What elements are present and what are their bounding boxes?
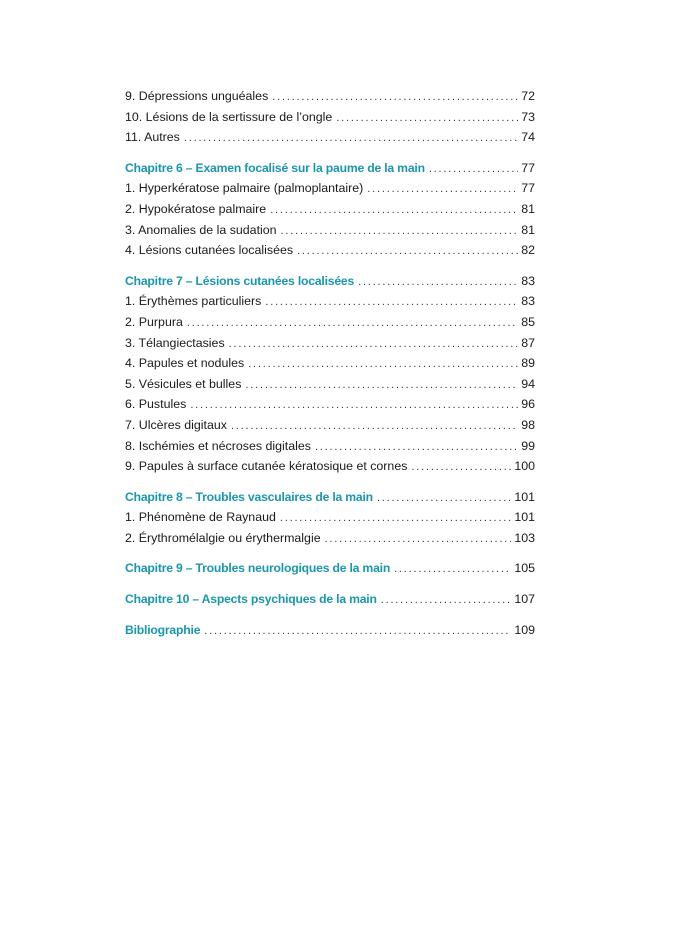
chapter-title: Chapitre 6 – Examen focalisé sur la paume de la main bbox=[125, 160, 425, 175]
toc-entry-page: 103 bbox=[514, 530, 535, 545]
dot-leader bbox=[231, 416, 518, 437]
toc-entry-label: 10. Lésions de la sertissure de l’ongle bbox=[125, 109, 333, 124]
dot-leader bbox=[187, 313, 518, 334]
toc-entry-page: 98 bbox=[521, 417, 535, 432]
toc-chapter-6[interactable] bbox=[125, 158, 535, 179]
toc-chapter-10[interactable] bbox=[125, 589, 535, 610]
chapter-page: 107 bbox=[514, 592, 535, 607]
toc-entry-page: 87 bbox=[521, 335, 535, 350]
toc-entry-page: 81 bbox=[521, 222, 535, 237]
toc-entry[interactable] bbox=[125, 178, 535, 199]
toc-entry[interactable] bbox=[125, 107, 535, 128]
toc-entry[interactable] bbox=[125, 528, 535, 549]
toc-bibliography[interactable] bbox=[125, 620, 535, 641]
dot-leader bbox=[336, 108, 518, 129]
toc-entry-page: 101 bbox=[514, 510, 535, 525]
chapter-title: Chapitre 9 – Troubles neurologiques de la main bbox=[125, 561, 391, 576]
chapter-title: Bibliographie bbox=[125, 622, 201, 637]
chapter-title: Chapitre 7 – Lésions cutanées localisées bbox=[125, 273, 355, 288]
section-gap bbox=[125, 148, 535, 158]
chapter-title: Chapitre 8 – Troubles vasculaires de la main bbox=[125, 489, 373, 504]
section-gap bbox=[125, 477, 535, 487]
toc-entry[interactable] bbox=[125, 456, 535, 477]
chapter-page: 101 bbox=[514, 489, 535, 504]
toc-entry-label: 4. Papules et nodules bbox=[125, 356, 245, 371]
chapter-page: 105 bbox=[514, 561, 535, 576]
toc-entry[interactable] bbox=[125, 507, 535, 528]
toc-entry-page: 73 bbox=[521, 109, 535, 124]
toc-entry-page: 77 bbox=[521, 181, 535, 196]
section-gap bbox=[125, 548, 535, 558]
toc-entry[interactable] bbox=[125, 394, 535, 415]
toc-entry-label: 3. Anomalies de la sudation bbox=[125, 222, 277, 237]
dot-leader bbox=[394, 559, 511, 580]
toc-entry[interactable] bbox=[125, 240, 535, 261]
chapter-page: 109 bbox=[514, 622, 535, 637]
toc-entry-label: 6. Pustules bbox=[125, 397, 187, 412]
toc-entry-label: 8. Ischémies et nécroses digitales bbox=[125, 438, 311, 453]
toc-entry-label: 9. Dépressions unguéales bbox=[125, 89, 269, 103]
dot-leader bbox=[381, 590, 512, 611]
toc-entry-page: 74 bbox=[521, 130, 535, 145]
toc-entry-page: 96 bbox=[521, 397, 535, 412]
dot-leader bbox=[367, 179, 518, 200]
dot-leader bbox=[272, 87, 518, 108]
toc-chapter-7[interactable] bbox=[125, 271, 535, 292]
toc-entry-page: 81 bbox=[521, 201, 535, 216]
toc-entry[interactable] bbox=[125, 86, 535, 107]
toc-entry[interactable] bbox=[125, 220, 535, 241]
toc-entry-page: 94 bbox=[521, 376, 535, 391]
toc-entry-page: 72 bbox=[521, 89, 535, 103]
chapter-page: 83 bbox=[521, 273, 535, 288]
toc-entry[interactable] bbox=[125, 312, 535, 333]
toc-entry-label: 2. Purpura bbox=[125, 314, 183, 329]
dot-leader bbox=[325, 529, 512, 550]
dot-leader bbox=[429, 159, 518, 180]
chapter-page: 77 bbox=[521, 160, 535, 175]
dot-leader bbox=[315, 437, 518, 458]
toc-entry[interactable] bbox=[125, 291, 535, 312]
toc-entry[interactable] bbox=[125, 199, 535, 220]
dot-leader bbox=[377, 488, 511, 509]
toc-entry[interactable] bbox=[125, 374, 535, 395]
toc-entry[interactable] bbox=[125, 127, 535, 148]
toc-entry-page: 89 bbox=[521, 356, 535, 371]
toc-entry[interactable] bbox=[125, 436, 535, 457]
toc-entry-label: 9. Papules à surface cutanée kératosique et cornes bbox=[125, 459, 408, 474]
toc-entry-page: 83 bbox=[521, 294, 535, 309]
toc-entry-label: 3. Télangiectasies bbox=[125, 335, 225, 350]
dot-leader bbox=[190, 395, 518, 416]
toc-entry-label: 1. Érythèmes particuliers bbox=[125, 294, 262, 309]
dot-leader bbox=[281, 221, 519, 242]
dot-leader bbox=[265, 292, 518, 313]
toc-entry-label: 1. Phénomène de Raynaud bbox=[125, 510, 276, 525]
toc-entry-page: 85 bbox=[521, 314, 535, 329]
chapter-title: Chapitre 10 – Aspects psychiques de la main bbox=[125, 592, 377, 607]
section-gap bbox=[125, 579, 535, 589]
toc-entry-label: 5. Vésicules et bulles bbox=[125, 376, 242, 391]
toc-entry[interactable] bbox=[125, 415, 535, 436]
toc-entry-label: 7. Ulcères digitaux bbox=[125, 417, 227, 432]
dot-leader bbox=[248, 354, 518, 375]
toc-entry-label: 4. Lésions cutanées localisées bbox=[125, 243, 294, 258]
toc-entry-page: 99 bbox=[521, 438, 535, 453]
dot-leader bbox=[204, 621, 511, 642]
section-gap bbox=[125, 261, 535, 271]
toc-entry-page: 100 bbox=[514, 459, 535, 474]
section-gap bbox=[125, 610, 535, 620]
dot-leader bbox=[411, 457, 511, 478]
dot-leader bbox=[270, 200, 518, 221]
toc-chapter-8[interactable] bbox=[125, 487, 535, 508]
toc-entry-page: 82 bbox=[521, 243, 535, 258]
dot-leader bbox=[184, 128, 518, 149]
dot-leader bbox=[229, 334, 519, 355]
table-of-contents bbox=[125, 86, 535, 640]
toc-entry-label: 1. Hyperkératose palmaire (palmoplantaire) bbox=[125, 181, 364, 196]
toc-entry[interactable] bbox=[125, 353, 535, 374]
toc-entry[interactable] bbox=[125, 333, 535, 354]
toc-entry-label: 2. Érythromélalgie ou érythermalgie bbox=[125, 530, 321, 545]
dot-leader bbox=[297, 241, 518, 262]
dot-leader bbox=[358, 272, 518, 293]
toc-chapter-9[interactable] bbox=[125, 558, 535, 579]
toc-entry-label: 11. Autres bbox=[125, 130, 180, 145]
dot-leader bbox=[280, 508, 511, 529]
dot-leader bbox=[245, 375, 518, 396]
toc-entry-label: 2. Hypokératose palmaire bbox=[125, 201, 267, 216]
